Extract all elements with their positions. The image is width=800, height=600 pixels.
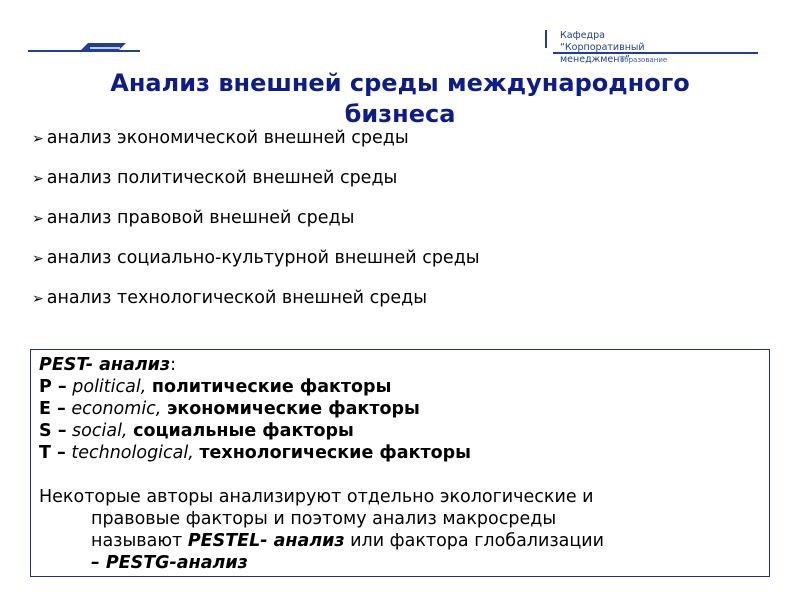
department-sub: образование (620, 56, 668, 64)
arrow-bullet-icon: ➢ (32, 291, 44, 307)
pest-heading: PEST- анализ: (39, 355, 176, 375)
department-label: Кафедра (560, 30, 605, 41)
pest-box (30, 349, 770, 577)
arrow-bullet-icon: ➢ (32, 131, 44, 147)
university-logo (78, 41, 128, 53)
department-block (560, 30, 700, 66)
bullet-list (32, 124, 480, 324)
list-item: ➢ анализ социально-культурной внешней среды (32, 248, 480, 268)
pest-item: P – political, политические факторы (39, 377, 392, 397)
list-item: ➢ анализ политической внешней среды (32, 168, 398, 188)
arrow-bullet-icon: ➢ (32, 171, 44, 187)
list-item: ➢ анализ экономической внешней среды (32, 128, 409, 148)
list-item: ➢ анализ технологической внешней среды (32, 288, 428, 308)
arrow-bullet-icon: ➢ (32, 251, 44, 267)
slide-title: Анализ внешней среды международного бизнеса (110, 69, 690, 128)
pest-item: S – social, социальные факторы (39, 421, 354, 441)
pest-item: E – economic, экономические факторы (39, 399, 420, 419)
department-divider (545, 30, 547, 48)
arrow-bullet-icon: ➢ (32, 211, 44, 227)
pest-note: Некоторые авторы анализируют отдельно экологические и правовые факторы и поэтому анализ макросреды называют PESTEL- анализ или фактора глобализации – PESTG-анализ (39, 487, 605, 573)
list-item: ➢ анализ правовой внешней среды (32, 208, 355, 228)
pest-item: T – technological, технологические факторы (39, 443, 471, 463)
department-name: “Корпоративный менеджмент” (560, 42, 645, 65)
